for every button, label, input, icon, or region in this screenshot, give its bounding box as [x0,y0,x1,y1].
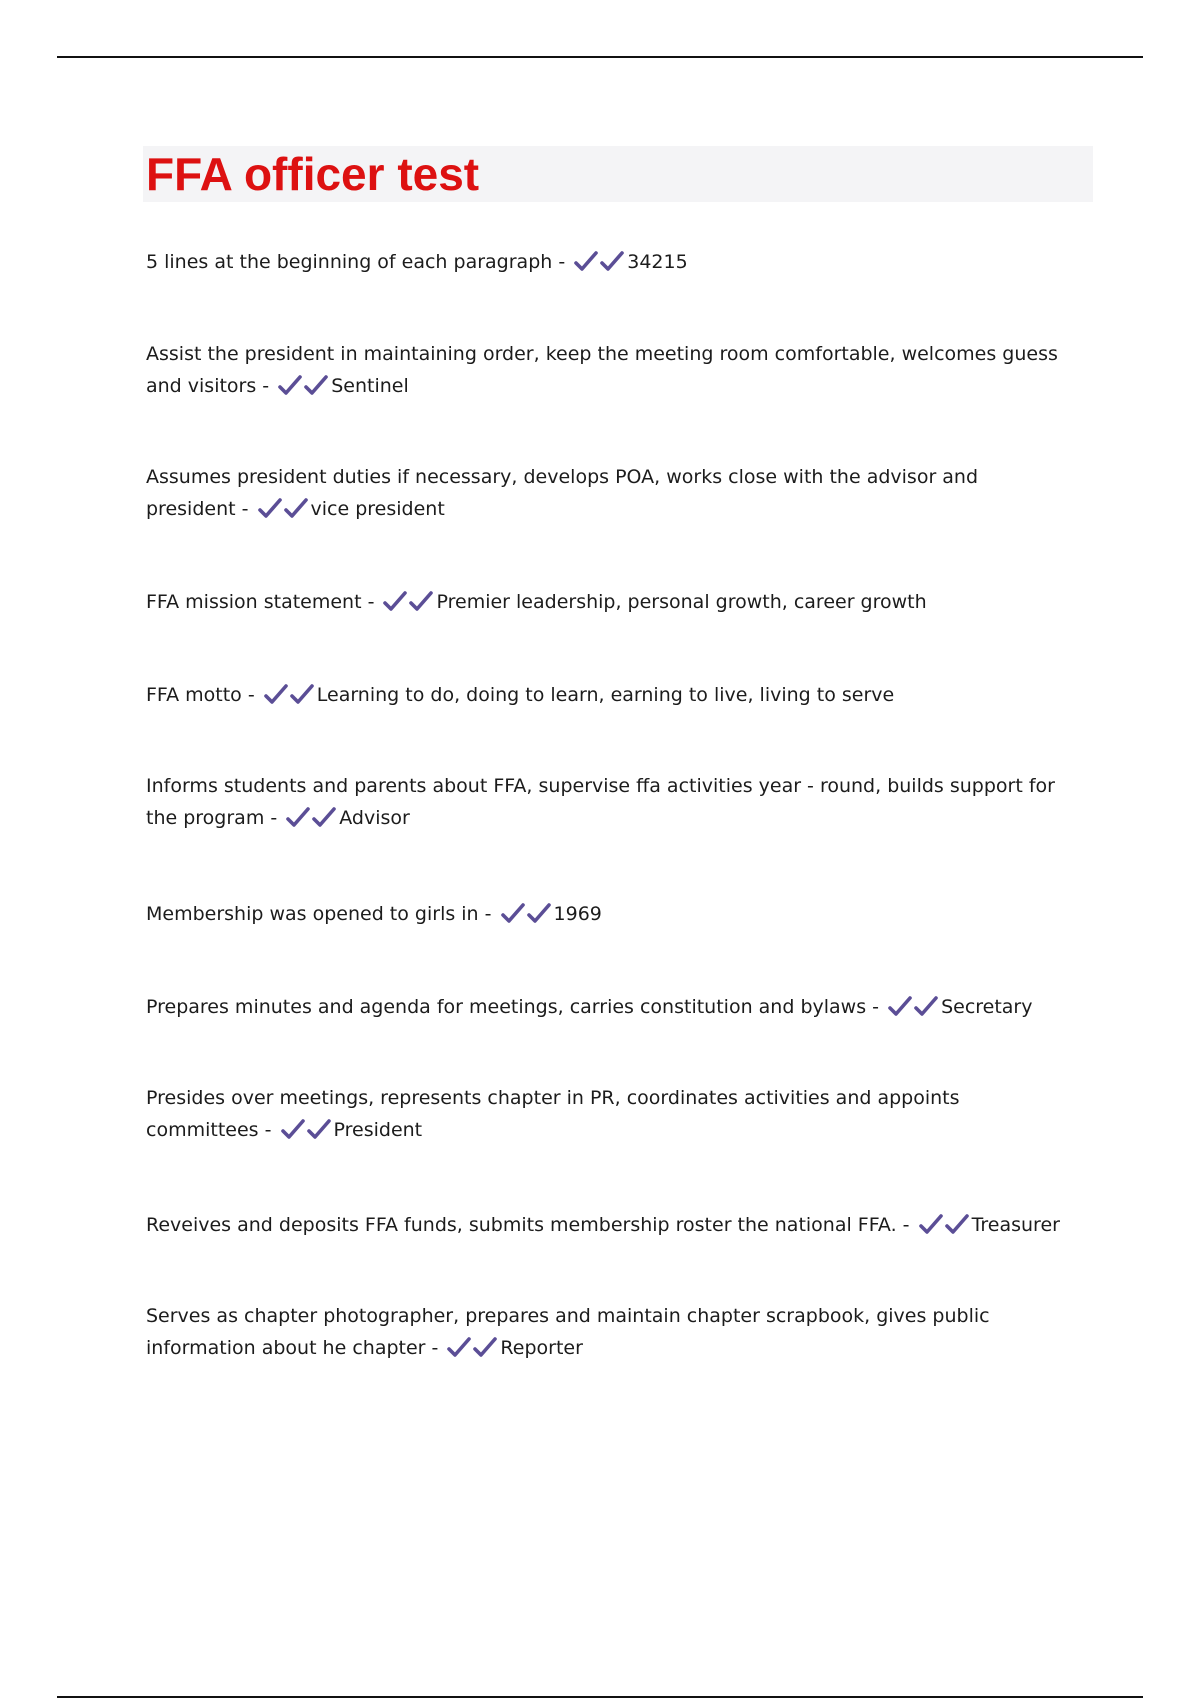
qa-item [146,461,1066,529]
answer-text: Reporter [500,1337,583,1359]
qa-item [146,1300,1066,1368]
double-check-icon [500,902,552,934]
check-icon [573,250,599,274]
check-icon [257,497,283,521]
qa-item [146,1082,1066,1150]
double-check-icon [285,806,337,838]
qa-item [146,586,1066,622]
check-icon [944,1213,970,1237]
answer-text: President [333,1119,423,1141]
question-text: Assumes president duties if necessary, develops POA, works close with the advisor and president - [146,466,979,520]
question-text: FFA motto - [146,684,255,706]
page-title: FFA officer test [146,148,480,200]
double-check-icon [573,250,625,282]
double-check-icon [280,1118,332,1150]
top-rule [57,56,1143,58]
double-check-icon [887,995,939,1027]
double-check-icon [446,1336,498,1368]
question-text: Presides over meetings, represents chapter in PR, coordinates activities and appoints committees - [146,1087,960,1141]
check-icon [472,1336,498,1360]
answer-text: Sentinel [331,375,409,397]
qa-item [146,898,1066,934]
qa-item [146,1209,1066,1245]
answer-text: Advisor [339,807,410,829]
check-icon [303,374,329,398]
check-icon [280,1118,306,1142]
check-icon [285,806,311,830]
question-text: Reveives and deposits FFA funds, submits membership roster the national FFA. - [146,1214,910,1236]
question-text: Prepares minutes and agenda for meetings, carries constitution and bylaws - [146,996,880,1018]
question-text: Assist the president in maintaining order, keep the meeting room comfortable, welcomes guess and visitors - [146,343,1058,397]
qa-item [146,770,1066,838]
answer-text: Secretary [941,996,1033,1018]
check-icon [277,374,303,398]
check-icon [918,1213,944,1237]
double-check-icon [257,497,309,529]
check-icon [382,590,408,614]
qa-item [146,338,1066,406]
question-text: Serves as chapter photographer, prepares and maintain chapter scrapbook, gives public information about he chapter - [146,1305,990,1359]
question-text: FFA mission statement - [146,591,375,613]
check-icon [263,683,289,707]
check-icon [408,590,434,614]
check-icon [500,902,526,926]
double-check-icon [263,683,315,715]
qa-item [146,679,1066,715]
check-icon [446,1336,472,1360]
answer-text: Treasurer [971,1214,1060,1236]
answer-text: Learning to do, doing to learn, earning to live, living to serve [316,684,895,706]
check-icon [887,995,913,1019]
bottom-rule [57,1696,1143,1698]
qa-item [146,246,1066,282]
question-text: Informs students and parents about FFA, supervise ffa activities year - round, builds support for the program - [146,775,1055,829]
check-icon [311,806,337,830]
question-text: Membership was opened to girls in - [146,903,492,925]
check-icon [289,683,315,707]
qa-item [146,991,1066,1027]
answer-text: vice president [310,498,445,520]
check-icon [913,995,939,1019]
answer-text: Premier leadership, personal growth, career growth [436,591,927,613]
double-check-icon [277,374,329,406]
answer-text: 34215 [627,251,688,273]
answer-text: 1969 [553,903,602,925]
check-icon [526,902,552,926]
check-icon [599,250,625,274]
double-check-icon [382,590,434,622]
question-text: 5 lines at the beginning of each paragraph - [146,251,566,273]
double-check-icon [918,1213,970,1245]
check-icon [306,1118,332,1142]
check-icon [283,497,309,521]
